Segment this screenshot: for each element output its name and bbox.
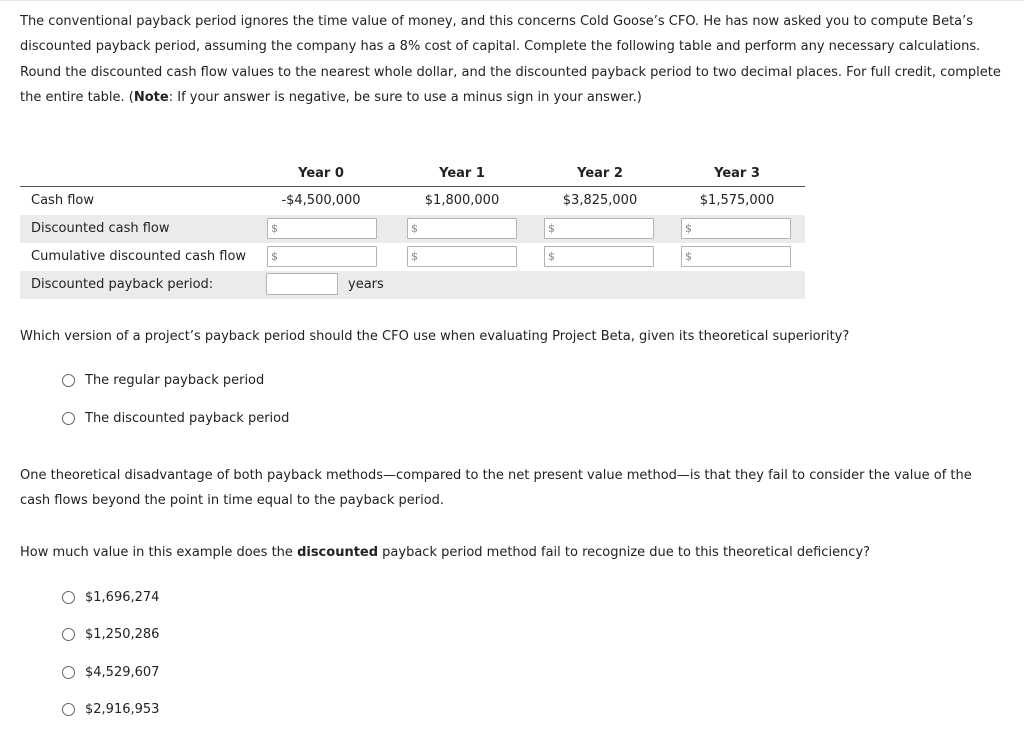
problem-statement: The conventional payback period ignores the time value of money, and this concerns Cold Goose’s CFO. He has now asked you to compute Beta’s discounted payback period, assuming the company has a 8% cost of capital. Complete the following table and perform any necessary calculations. Round the discounted cash flow values to the nearest whole dollar, and the discounted payback period to two decimal places. For full credit, complete the entire table. (Note: If your answer is negative, be sure to use a minus sign in your answer.)	[20, 14, 1001, 105]
header-year-3: Year 3	[714, 166, 760, 181]
currency-symbol: $	[411, 222, 418, 235]
radio-button[interactable]	[62, 703, 75, 716]
cumulative-cf-input-year-3[interactable]	[681, 246, 791, 267]
radio-button[interactable]	[62, 628, 75, 641]
discounted-cf-input-year-3[interactable]	[681, 218, 791, 239]
cumulative-cf-input-year-1[interactable]	[407, 246, 517, 267]
currency-symbol: $	[685, 250, 692, 263]
table-row-payback-period	[20, 271, 805, 299]
currency-symbol: $	[271, 250, 278, 263]
currency-symbol: $	[411, 250, 418, 263]
payback-period-input[interactable]	[266, 273, 338, 295]
payback-unit-label: years	[348, 277, 384, 292]
option-label[interactable]: $1,250,286	[85, 626, 160, 642]
cash-flow-year-0: -$4,500,000	[281, 193, 361, 208]
row-label-cumulative-discounted-cash-flow: Cumulative discounted cash flow	[31, 249, 247, 264]
disadvantage-statement: One theoretical disadvantage of both payback methods—compared to the net present value method—is that they fail to consider the value of the cash flows beyond the point in time equal to the payback period.	[20, 468, 972, 508]
option-value-4[interactable]	[62, 701, 159, 717]
row-label-discounted-cash-flow: Discounted cash flow	[31, 221, 170, 236]
radio-button[interactable]	[62, 666, 75, 679]
table-row-cumulative-discounted-cash-flow	[20, 243, 805, 271]
currency-symbol: $	[271, 222, 278, 235]
radio-button[interactable]	[62, 374, 75, 387]
option-label[interactable]: The regular payback period	[85, 372, 265, 388]
header-year-2: Year 2	[577, 166, 623, 181]
top-divider	[0, 0, 1024, 1]
option-regular-payback[interactable]	[62, 372, 264, 388]
cumulative-cf-input-year-0[interactable]	[267, 246, 377, 267]
option-label[interactable]: $2,916,953	[85, 701, 160, 717]
option-label[interactable]: $1,696,274	[85, 589, 160, 605]
header-year-0: Year 0	[298, 166, 344, 181]
radio-button[interactable]	[62, 412, 75, 425]
question-payback-version: Which version of a project’s payback period should the CFO use when evaluating Project Beta, given its theoretical superiority?	[20, 329, 850, 344]
row-label-payback-period: Discounted payback period:	[31, 277, 214, 292]
option-discounted-payback[interactable]	[62, 410, 289, 426]
currency-symbol: $	[548, 222, 555, 235]
header-year-1: Year 1	[439, 166, 485, 181]
option-label[interactable]: $4,529,607	[85, 664, 160, 680]
currency-symbol: $	[548, 250, 555, 263]
cash-flow-year-1: $1,800,000	[424, 193, 500, 208]
option-value-1[interactable]	[62, 589, 159, 605]
table-row-cash-flow	[20, 187, 805, 215]
cash-flow-year-2: $3,825,000	[562, 193, 638, 208]
option-value-2[interactable]	[62, 626, 159, 642]
cash-flow-year-3: $1,575,000	[699, 193, 775, 208]
discounted-cf-input-year-1[interactable]	[407, 218, 517, 239]
cumulative-cf-input-year-2[interactable]	[544, 246, 654, 267]
row-label-cash-flow: Cash flow	[31, 193, 94, 208]
note-label: Note	[133, 89, 169, 105]
option-label[interactable]: The discounted payback period	[85, 410, 290, 426]
emphasis-discounted: discounted	[297, 545, 379, 560]
currency-symbol: $	[685, 222, 692, 235]
radio-button[interactable]	[62, 591, 75, 604]
question-unrecognized-value: How much value in this example does the discounted payback period method fail to recognize due to this theoretical deficiency?	[20, 545, 871, 560]
discounted-cf-input-year-0[interactable]	[267, 218, 377, 239]
option-value-3[interactable]	[62, 664, 159, 680]
discounted-cf-input-year-2[interactable]	[544, 218, 654, 239]
table-row-discounted-cash-flow	[20, 215, 805, 243]
